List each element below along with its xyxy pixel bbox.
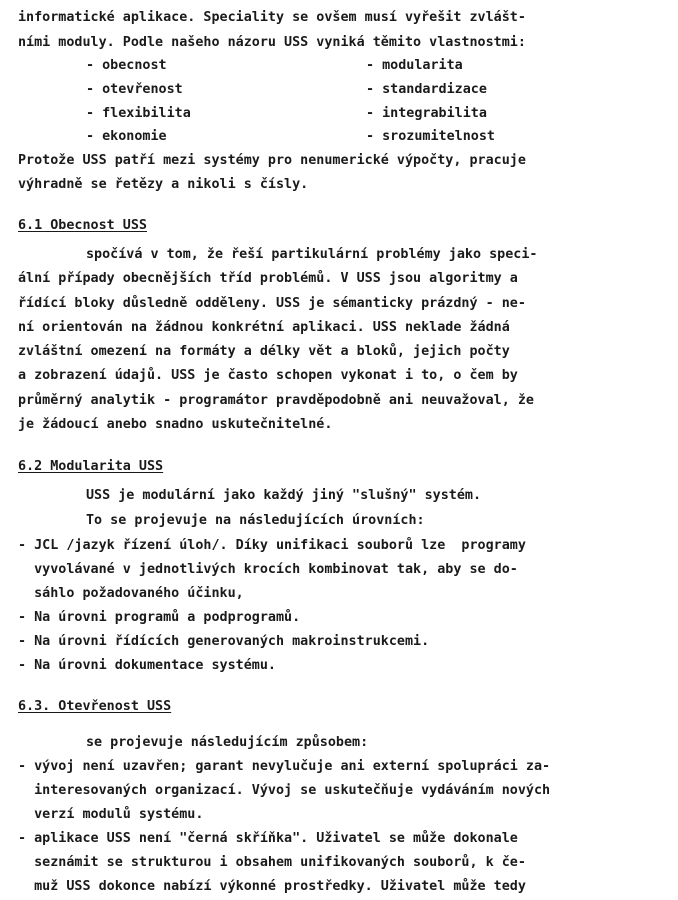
property-integrabilita: - integrabilita [366, 106, 487, 121]
s61-line-7: průměrný analytik - programátor pravděpodobně ani neuvažoval, že [18, 393, 534, 408]
s62-line-6: - Na úrovni programů a podprogramů. [18, 610, 301, 625]
s61-line-2: ální případy obecnějších tříd problémů. V USS jsou algoritmy a [18, 271, 518, 286]
property-otevrenost: - otevřenost [86, 82, 183, 97]
s63-line-3: interesovaných organizací. Vývoj se uskutečňuje vydáváním nových [18, 783, 551, 798]
s63-line-7: muž USS dokonce nabízí výkonné prostředky. Uživatel může tedy [18, 879, 526, 894]
property-standardizace: - standardizace [366, 82, 487, 97]
property-srozumitelnost: - srozumitelnost [366, 129, 495, 144]
s63-line-4: verzí modulů systému. [18, 807, 204, 822]
s62-line-7: - Na úrovni řídících generovaných makroinstrukcemi. [18, 634, 430, 649]
intro-line-4: výhradně se řetězy a nikoli s čísly. [18, 177, 309, 192]
heading-6-3: 6.3. Otevřenost USS [18, 699, 172, 714]
property-ekonomie: - ekonomie [86, 129, 167, 144]
s61-line-1: spočívá v tom, že řeší partikulární problémy jako speci- [86, 247, 538, 262]
s61-line-8: je žádoucí anebo snadno uskutečnitelné. [18, 417, 333, 432]
property-modularita: - modularita [366, 58, 463, 73]
property-flexibilita: - flexibilita [86, 106, 191, 121]
s63-line-5: - aplikace USS není "černá skříňka". Uživatel se může dokonale [18, 831, 518, 846]
s61-line-4: ní orientován na žádnou konkrétní aplikaci. USS neklade žádná [18, 320, 510, 335]
s63-line-6: seznámit se strukturou i obsahem unifikovaných souborů, k če- [18, 855, 526, 870]
s61-line-6: a zobrazení údajů. USS je často schopen vykonat i to, o čem by [18, 368, 518, 383]
s62-line-3: - JCL /jazyk řízení úloh/. Díky unifikaci souborů lze programy [18, 538, 526, 553]
property-obecnost: - obecnost [86, 58, 167, 73]
s62-line-4: vyvolávané v jednotlivých krocích kombinovat tak, aby se do- [18, 562, 518, 577]
s62-line-5: sáhlo požadovaného účinku, [18, 586, 244, 601]
heading-6-1: 6.1 Obecnost USS [18, 218, 147, 233]
s63-line-2: - vývoj není uzavřen; garant nevylučuje ani externí spolupráci za- [18, 759, 551, 774]
s62-line-8: - Na úrovni dokumentace systému. [18, 658, 276, 673]
s61-line-3: řídící bloky důsledně odděleny. USS je sémanticky prázdný - ne- [18, 296, 526, 311]
s62-line-2: To se projevuje na následujících úrovních: [86, 513, 425, 528]
heading-6-2: 6.2 Modularita USS [18, 459, 164, 474]
intro-line-3: Protože USS patří mezi systémy pro nenumerické výpočty, pracuje [18, 153, 526, 168]
s61-line-5: zvláštní omezení na formáty a délky vět a bloků, jejich počty [18, 344, 510, 359]
intro-line-1: informatické aplikace. Speciality se ovšem musí vyřešit zvlášt- [18, 10, 526, 25]
s63-line-1: se projevuje následujícím způsobem: [86, 735, 369, 750]
s62-line-1: USS je modulární jako každý jiný "slušný" systém. [86, 488, 482, 503]
intro-line-2: ními moduly. Podle našeho názoru USS vyniká těmito vlastnostmi: [18, 35, 526, 50]
